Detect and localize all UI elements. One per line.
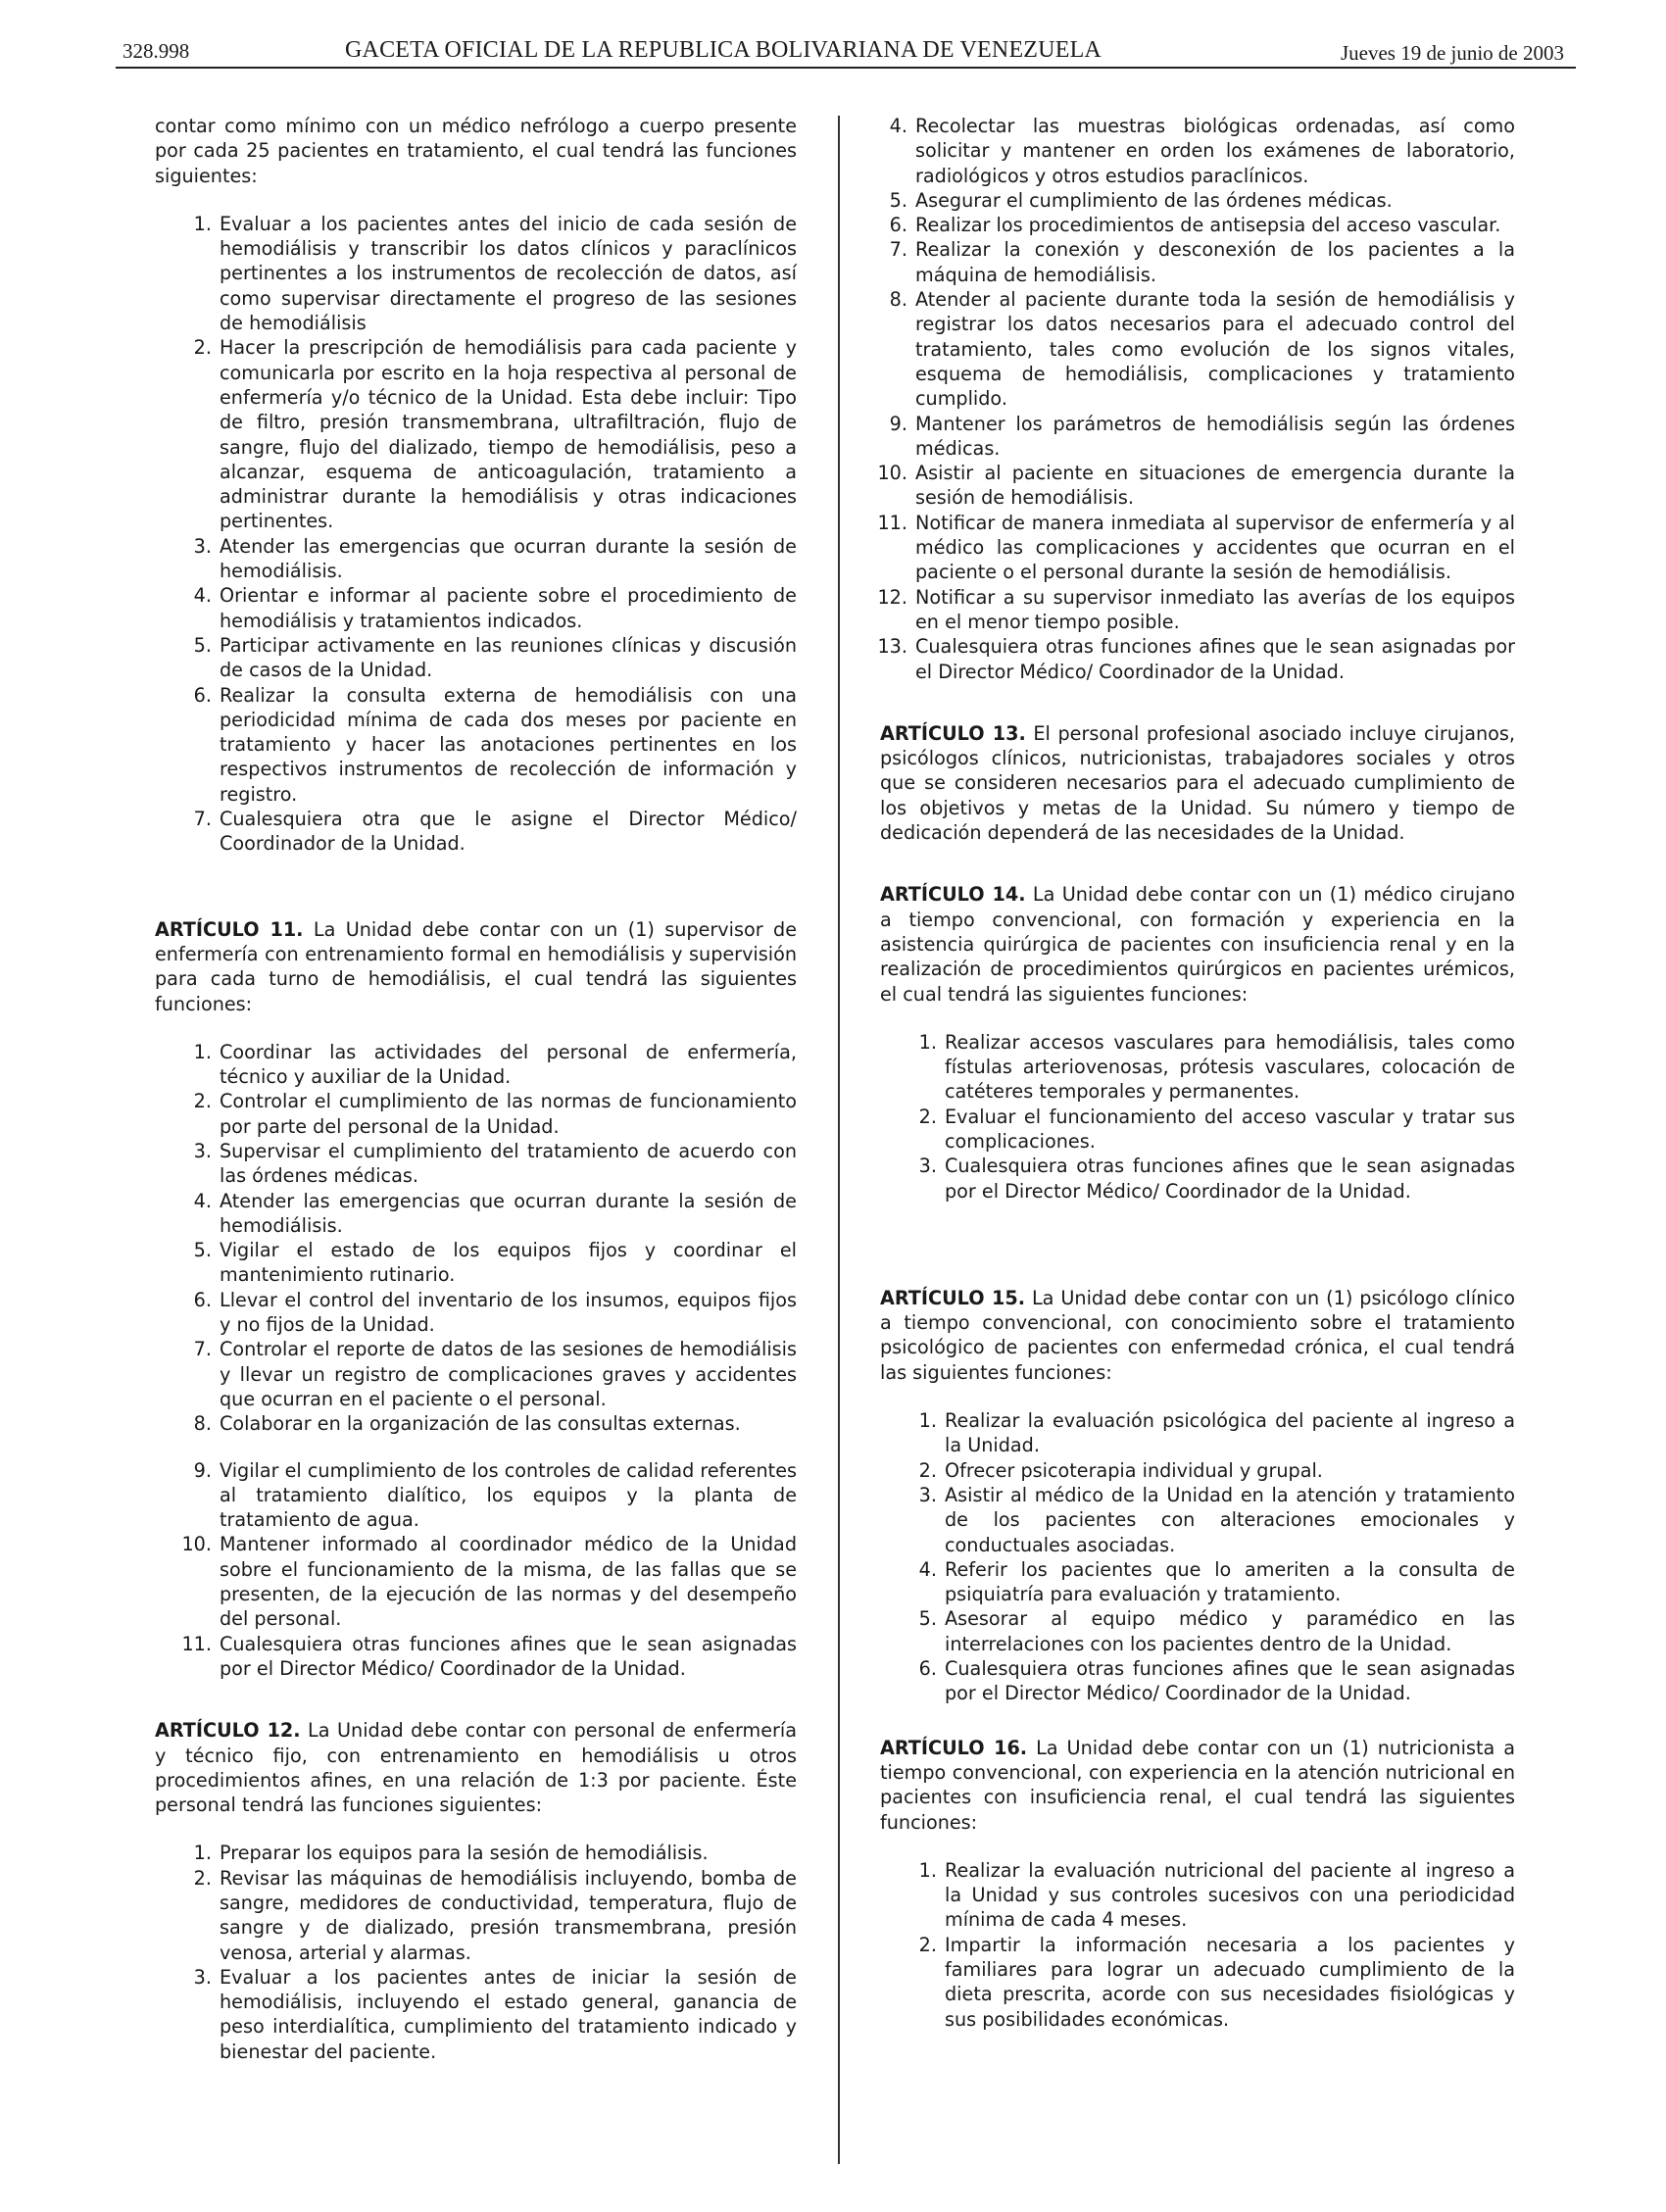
article-14-text: La Unidad debe contar con un (1) médico cirujano a tiempo convencional, con formación y experiencia en la asistencia quirúrgica de pacientes con insuficiencia renal y en la realización de procedimientos quirúrgicos en pacientes urémicos, el cual tendrá las siguientes funciones: [880,883,1515,1006]
nutritionist-functions-list [880,1858,1515,2032]
list-item [155,335,797,533]
column-divider [838,116,840,2164]
item-text: Realizar la conexión y desconexión de los pacientes a la máquina de hemodiálisis. [915,238,1515,286]
article-15-text: La Unidad debe contar con un (1) psicólogo clínico a tiempo convencional, con conocimiento sobre el tratamiento psicológico de pacientes con enfermedad crónica, el cual tendrá las siguientes funciones: [880,1286,1515,1384]
item-number: 10 . [155,1532,212,1556]
item-number: 1 . [155,1040,212,1064]
item-number: 2 . [155,1089,212,1113]
article-13-label: ARTÍCULO 13. [880,721,1026,745]
item-number: 2 . [880,1933,937,1957]
article-11 [155,917,797,1016]
article-15 [880,1286,1515,1385]
list-item [155,1337,797,1411]
article-12 [155,1718,797,1817]
item-text: Recolectar las muestras biológicas ordenadas, así como solicitar y mantener en orden los exámenes de laboratorio, radiológicos y otros estudios paraclínicos. [915,115,1515,187]
list-item [155,534,797,584]
item-text: Realizar la evaluación psicológica del paciente al ingreso a la Unidad. [945,1409,1515,1457]
article-14-label: ARTÍCULO 14. [880,883,1026,907]
list-item [155,1238,797,1288]
item-number: 9 . [155,1458,212,1483]
item-number: 11 . [155,1632,212,1656]
list-item [880,1606,1515,1656]
item-number: 8 . [851,287,907,312]
item-number: 13 . [851,634,907,659]
item-text: Evaluar a los pacientes antes del inicio de cada sesión de hemodiálisis y transcribir los datos clínicos y paraclínicos pertinentes a los instrumentos de recolección de datos, así como supervisar directamente el progreso de las sesiones de hemodiálisis [220,212,797,335]
item-text: Cualesquiera otra que le asigne el Director Médico/ Coordinador de la Unidad. [220,808,797,856]
list-item [155,1965,797,2064]
list-item [880,1656,1515,1706]
article-16 [880,1736,1515,1835]
intro-paragraph: contar como mínimo con un médico nefrólogo a cuerpo presente por cada 25 pacientes en tratamiento, el cual tendrá las funciones siguientes: [155,115,797,187]
item-text: Cualesquiera otras funciones afines que le sean asignadas por el Director Médico/ Coordinador de la Unidad. [945,1155,1515,1203]
list-item [851,461,1515,511]
item-number: 3 . [880,1154,937,1178]
item-text: Cualesquiera otras funciones afines que le sean asignadas por el Director Médico/ Coordinador de la Unidad. [945,1657,1515,1705]
supervisor-functions-list-a [155,1040,797,1437]
supervisor-functions-list-b [155,1458,797,1682]
list-item [155,1841,797,1865]
item-number: 7 . [851,237,907,262]
item-number: 12 . [851,585,907,610]
list-item [155,683,797,807]
item-text: Atender las emergencias que ocurran durante la sesión de hemodiálisis. [220,534,797,583]
item-text: Vigilar el cumplimiento de los controles de calidad referentes al tratamiento dialítico, los equipos y la planta de tratamiento de agua. [220,1458,797,1532]
publication-title: GACETA OFICIAL DE LA REPUBLICA BOLIVARIANA DE VENEZUELA [345,37,1102,63]
item-number: 11 . [851,511,907,535]
item-text: Atender al paciente durante toda la sesión de hemodiálisis y registrar los datos necesarios para el adecuado control del tratamiento, tales como evolución de los signos vitales, esquema de hemodiálisis, complicaciones y tratamiento cumplido. [915,288,1515,411]
item-text: Notificar de manera inmediata al supervisor de enfermería y al médico las complicaciones y accidentes que ocurran en el paciente o el personal durante la sesión de hemodiálisis. [915,511,1515,584]
item-text: Participar activamente en las reuniones clínicas y discusión de casos de la Unidad. [220,633,797,682]
item-text: Realizar la consulta externa de hemodiálisis con una periodicidad mínima de cada dos meses por paciente en tratamiento y hacer las anotaciones pertinentes en los respectivos instrumentos de recolección de información y registro. [220,683,797,806]
item-number: 2 . [155,335,212,360]
surgeon-functions-list [880,1030,1515,1204]
item-number: 1 . [880,1408,937,1433]
item-number: 1 . [155,1841,212,1865]
list-item [155,1411,797,1436]
article-12-text: La Unidad debe contar con personal de enfermería y técnico fijo, con entrenamiento en hemodiálisis u otros procedimientos afines, en una relación de 1:3 por paciente. Éste personal tendrá las funciones siguientes: [155,1719,797,1817]
left-column [155,114,797,2064]
list-item [851,585,1515,635]
list-item [155,1089,797,1139]
item-number: 2 . [880,1105,937,1129]
item-text: Preparar los equipos para la sesión de hemodiálisis. [220,1842,709,1865]
list-item [880,1858,1515,1933]
page-number: 328.998 [122,39,190,63]
nursing-functions-list [155,1841,797,2064]
list-item [155,1532,797,1631]
item-text: Asesorar al equipo médico y paramédico en las interrelaciones con los pacientes dentro de la Unidad. [945,1607,1515,1655]
item-number: 5 . [155,633,212,658]
item-text: Referir los pacientes que lo ameriten a la consulta de psiquiatría para evaluación y tratamiento. [945,1557,1515,1606]
psychologist-functions-list [880,1408,1515,1706]
article-13-text: El personal profesional asociado incluye cirujanos, psicólogos clínicos, nutricionistas, trabajadores sociales y otros que se consideren necesarios para el adecuado cumplimiento de los objetivos y metas de la Unidad. Su número y tiempo de dedicación dependerá de las necesidades de la Unidad. [880,721,1515,845]
article-16-text: La Unidad debe contar con un (1) nutricionista a tiempo convencional, con experiencia en la atención nutricional en pacientes con insuficiencia renal, el cual tendrá las siguientes funciones: [880,1736,1515,1834]
item-text: Colaborar en la organización de las consultas externas. [220,1412,741,1436]
list-item [880,1408,1515,1458]
list-item [155,1189,797,1239]
item-text: Revisar las máquinas de hemodiálisis incluyendo, bomba de sangre, medidores de conductividad, temperatura, flujo de sangre y de dializado, presión transmembrana, presión venosa, arterial y alarmas. [220,1866,797,1964]
list-item [880,1933,1515,2032]
list-item [880,1557,1515,1607]
list-item [155,807,797,857]
nursing-functions-list-continued [851,114,1515,684]
item-text: Vigilar el estado de los equipos fijos y coordinar el mantenimiento rutinario. [220,1239,797,1287]
right-column [877,114,1515,2032]
item-number: 4 . [880,1557,937,1582]
item-number: 1 . [880,1858,937,1883]
list-item [851,412,1515,462]
item-text: Evaluar el funcionamiento del acceso vascular y tratar sus complicaciones. [945,1105,1515,1153]
list-item [155,212,797,335]
list-item [880,1030,1515,1105]
item-text: Notificar a su supervisor inmediato las averías de los equipos en el menor tiempo posible. [915,585,1515,633]
item-text: Asistir al paciente en situaciones de emergencia durante la sesión de hemodiálisis. [915,462,1515,510]
list-item [155,633,797,683]
list-item [880,1105,1515,1155]
article-11-label: ARTÍCULO 11. [155,917,304,941]
item-text: Hacer la prescripción de hemodiálisis para cada paciente y comunicarla por escrito en la hoja respectiva al personal de enfermería y/o técnico de la Unidad. Esta debe incluir: Tipo de filtro, presión transmembrana, ultrafiltración, flujo de sangre, flujo del dializado, tiempo de hemodiálisis, peso a alcanzar, esquema de anticoagulación, tratamiento a administrar durante la hemodiálisis y otras indicaciones pertinentes. [220,336,797,533]
list-item [155,583,797,633]
item-text: Mantener los parámetros de hemodiálisis según las órdenes médicas. [915,412,1515,460]
item-text: Controlar el reporte de datos de las sesiones de hemodiálisis y llevar un registro de complicaciones graves y accidentes que ocurran en el paciente o el personal. [220,1338,797,1410]
article-11-text: La Unidad debe contar con un (1) supervisor de enfermería con entrenamiento formal en hemodiálisis y supervisión para cada turno de hemodiálisis, el cual tendrá las siguientes funciones: [155,917,797,1015]
item-text: Orientar e informar al paciente sobre el procedimiento de hemodiálisis y tratamientos indicados. [220,584,797,632]
list-item [880,1483,1515,1557]
item-text: Ofrecer psicoterapia individual y grupal. [945,1458,1323,1482]
article-15-label: ARTÍCULO 15. [880,1286,1026,1309]
list-item [851,114,1515,188]
item-number: 3 . [155,1139,212,1163]
item-text: Mantener informado al coordinador médico de la Unidad sobre el funcionamiento de la misma, de las fallas que se presenten, de la ejecución de las normas y del desempeño del personal. [220,1533,797,1631]
article-14 [880,882,1515,1006]
list-item [851,188,1515,213]
list-item [851,511,1515,585]
header-rule [116,67,1576,69]
item-text: Evaluar a los pacientes antes de iniciar la sesión de hemodiálisis, incluyendo el estado general, ganancia de peso interdialítica, cumplimiento del tratamiento indicado y bienestar del paciente. [220,1965,797,2063]
item-number: 1 . [880,1030,937,1055]
item-number: 7 . [155,1337,212,1361]
article-13 [880,721,1515,845]
item-text: Asistir al médico de la Unidad en la atención y tratamiento de los pacientes con alteraciones emocionales y conductuales asociadas. [945,1483,1515,1556]
item-text: Supervisar el cumplimiento del tratamiento de acuerdo con las órdenes médicas. [220,1139,797,1188]
item-number: 7 . [155,807,212,831]
item-number: 5 . [851,188,907,213]
item-text: Cualesquiera otras funciones afines que le sean asignadas por el Director Médico/ Coordinador de la Unidad. [220,1632,797,1680]
item-number: 9 . [851,412,907,436]
item-number: 6 . [155,683,212,708]
list-item [155,1866,797,1965]
item-text: Asegurar el cumplimiento de las órdenes médicas. [915,188,1393,212]
item-number: 3 . [155,534,212,559]
article-16-label: ARTÍCULO 16. [880,1736,1028,1759]
item-text: Realizar accesos vasculares para hemodiálisis, tales como fístulas arteriovenosas, prótesis vasculares, colocación de catéteres temporales y permanentes. [945,1030,1515,1104]
list-item [155,1139,797,1189]
nephrologist-functions-list [155,212,797,857]
item-number: 6 . [155,1288,212,1312]
item-text: Coordinar las actividades del personal de enfermería, técnico y auxiliar de la Unidad. [220,1040,797,1089]
item-number: 5 . [155,1238,212,1262]
item-text: Atender las emergencias que ocurran durante la sesión de hemodiálisis. [220,1189,797,1237]
item-number: 6 . [880,1656,937,1681]
item-number: 1 . [155,212,212,236]
publication-date: Jueves 19 de junio de 2003 [1340,41,1564,65]
item-number: 2 . [880,1458,937,1483]
item-text: Impartir la información necesaria a los pacientes y familiares para lograr un adecuado cumplimiento de la dieta prescrita, acorde con sus necesidades fisiológicas y sus posibilidades económicas. [945,1933,1515,2031]
item-number: 3 . [880,1483,937,1507]
item-text: Realizar la evaluación nutricional del paciente al ingreso a la Unidad y sus controles sucesivos con una periodicidad mínima de cada 4 meses. [945,1858,1515,1932]
list-item [155,1040,797,1090]
item-text: Cualesquiera otras funciones afines que le sean asignadas por el Director Médico/ Coordinador de la Unidad. [915,635,1515,683]
item-number: 4 . [155,1189,212,1213]
list-item [880,1154,1515,1204]
item-number: 4 . [155,583,212,608]
list-item [880,1458,1515,1483]
article-12-label: ARTÍCULO 12. [155,1719,301,1743]
item-text: Realizar los procedimientos de antisepsia del acceso vascular. [915,214,1501,237]
item-number: 6 . [851,213,907,237]
item-number: 8 . [155,1411,212,1436]
list-item [155,1632,797,1682]
list-item [851,213,1515,237]
page-header [118,35,1568,71]
item-text: Llevar el control del inventario de los insumos, equipos fijos y no fijos de la Unidad. [220,1288,797,1337]
item-number: 4 . [851,114,907,138]
item-number: 5 . [880,1606,937,1631]
list-item [851,237,1515,287]
item-number: 2 . [155,1866,212,1891]
list-item [155,1288,797,1338]
item-number: 10 . [851,461,907,485]
list-item [851,634,1515,684]
item-number: 3 . [155,1965,212,1990]
item-text: Controlar el cumplimiento de las normas de funcionamiento por parte del personal de la Unidad. [220,1090,797,1138]
list-item [851,287,1515,411]
list-item [155,1458,797,1533]
